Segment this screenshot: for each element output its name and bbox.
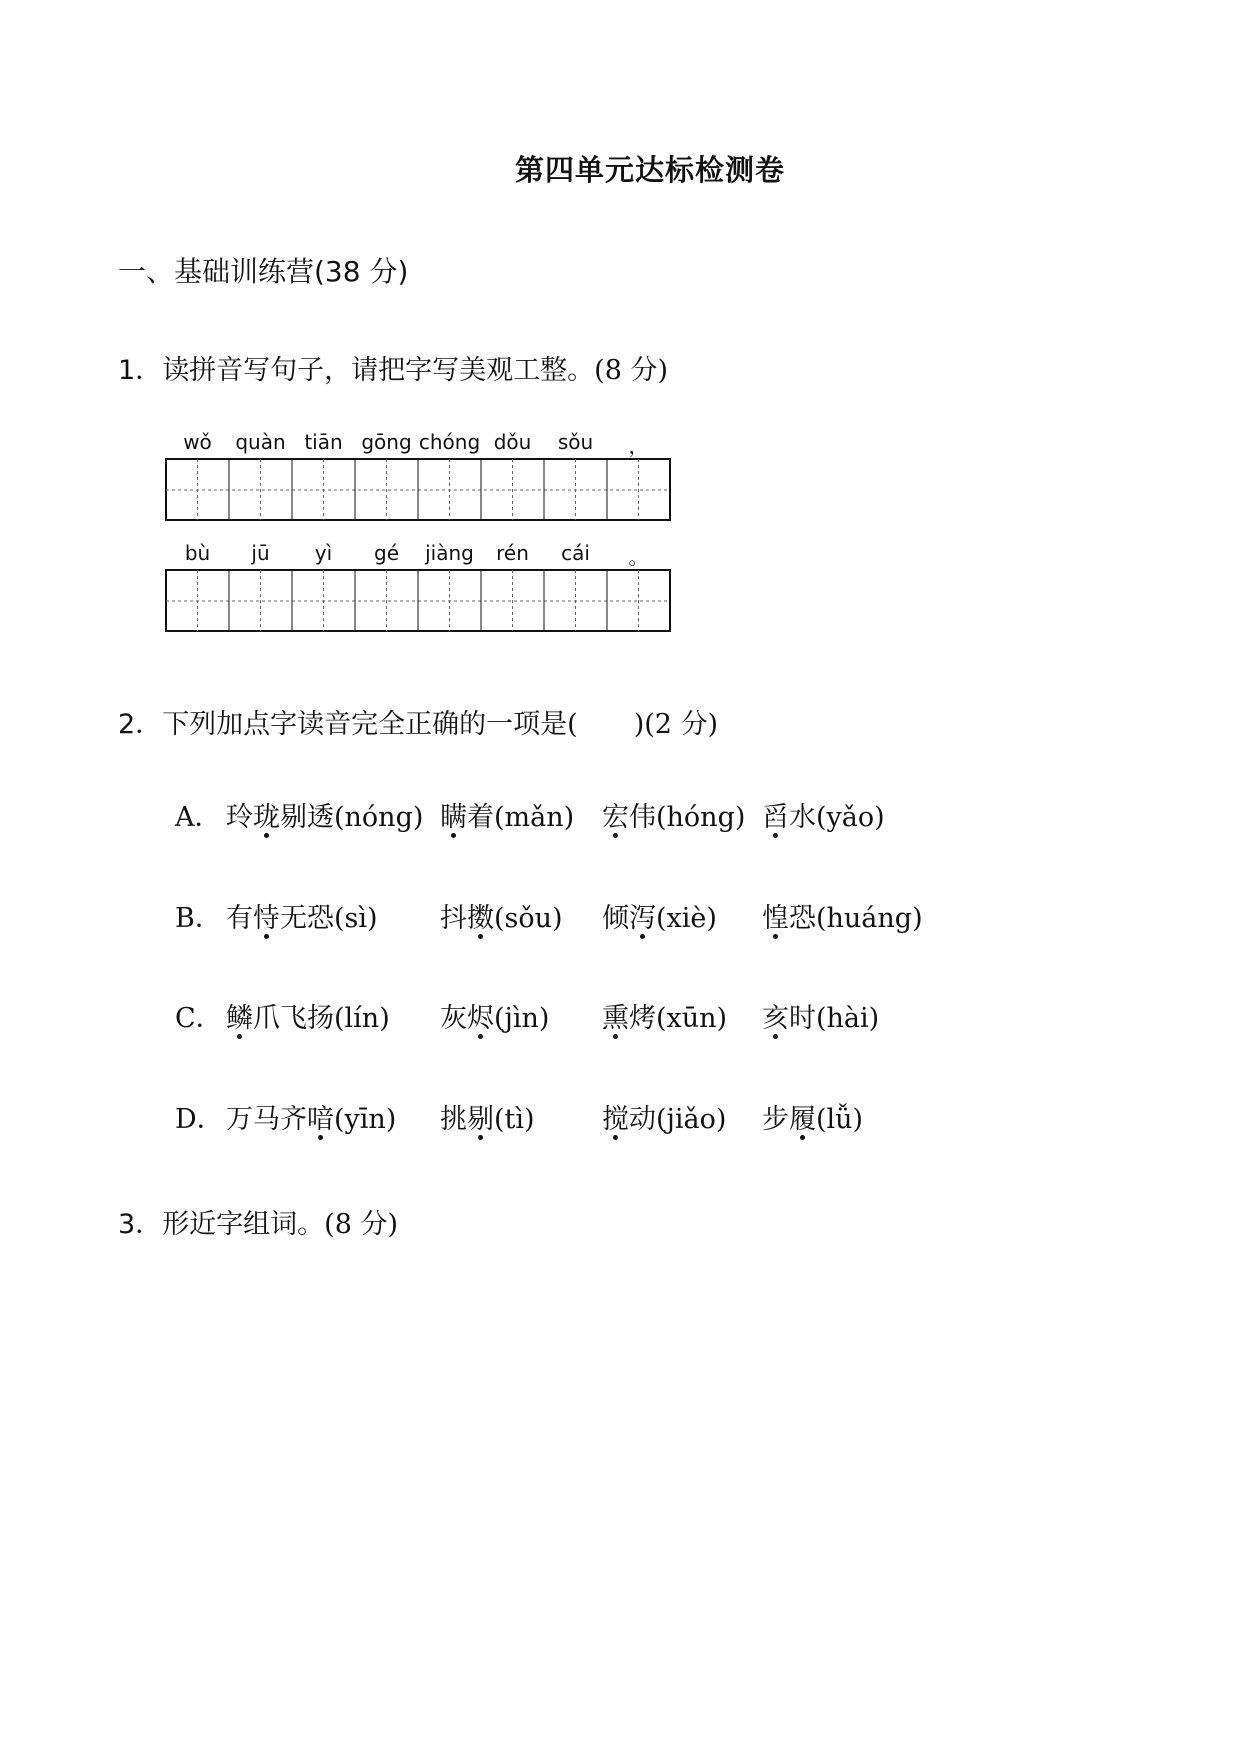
question-2-score: )(2 分) <box>633 709 719 740</box>
question-2 <box>118 702 718 741</box>
pinyin-syllable: sǒu <box>557 430 594 454</box>
emphasis-dot <box>613 1135 618 1140</box>
question-2-text: 下列加点字读音完全正确的一项是( <box>162 709 578 740</box>
option-word: 抖擞(sǒu) <box>440 903 563 934</box>
question-3 <box>118 1202 398 1241</box>
option-word: 玲珑剔透(nóng) <box>226 802 424 833</box>
option-word: 倾泻(xiè) <box>602 903 717 934</box>
pinyin-syllable: rén <box>496 541 529 565</box>
emphasis-dot <box>800 1135 805 1140</box>
option-word: 惶恐(huáng) <box>762 903 923 934</box>
page-title: 第四单元达标检测卷 <box>514 153 785 187</box>
writing-grid-1[interactable] <box>165 458 671 521</box>
emphasis-dot <box>237 1034 242 1039</box>
option-label[interactable]: D． <box>175 1104 224 1135</box>
option-word: 万马齐喑(yīn) <box>226 1104 397 1135</box>
option-label[interactable]: C． <box>175 1003 223 1034</box>
emphasis-dot <box>478 934 483 939</box>
question-1-text: 读拼音写句子，请把字写美观工整。(8 分) <box>162 355 669 386</box>
pinyin-syllable: bù <box>184 541 211 565</box>
emphasis-dot <box>478 1034 483 1039</box>
pinyin-syllable: gōng <box>361 430 412 454</box>
pinyin-syllable: yì <box>314 541 333 565</box>
option-label[interactable]: A． <box>175 802 222 833</box>
emphasis-dot <box>451 833 456 838</box>
option-word: 步履(lǚ) <box>762 1104 864 1135</box>
question-3-number: 3． <box>118 1209 163 1240</box>
option-word: 灰烬(jìn) <box>440 1003 550 1034</box>
emphasis-dot <box>264 833 269 838</box>
question-1 <box>118 348 668 387</box>
emphasis-dot <box>773 934 778 939</box>
option-word: 搅动(jiǎo) <box>602 1104 727 1135</box>
pinyin-syllable: jiàng <box>425 541 474 565</box>
option-word: 瞒着(mǎn) <box>440 802 575 833</box>
pinyin-syllable: jū <box>251 541 270 565</box>
pinyin-syllable: 。 <box>628 545 649 569</box>
emphasis-dot <box>773 833 778 838</box>
option-word: 宏伟(hóng) <box>602 802 746 833</box>
pinyin-syllable: chóng <box>418 430 481 454</box>
writing-grid-2[interactable] <box>165 569 671 632</box>
option-word: 熏烤(xūn) <box>602 1003 728 1034</box>
pinyin-syllable: ， <box>628 434 649 458</box>
option-word: 有恃无恐(sì) <box>226 903 378 934</box>
option-word: 亥时(hài) <box>762 1003 880 1034</box>
emphasis-dot <box>640 934 645 939</box>
pinyin-syllable: cái <box>561 541 590 565</box>
pinyin-syllable: tiān <box>304 430 343 454</box>
emphasis-dot <box>613 1034 618 1039</box>
pinyin-syllable: wǒ <box>183 430 212 454</box>
emphasis-dot <box>478 1135 483 1140</box>
option-word: 舀水(yǎo) <box>762 802 885 833</box>
pinyin-syllable: gé <box>374 541 399 565</box>
emphasis-dot <box>318 1135 323 1140</box>
emphasis-dot <box>613 833 618 838</box>
question-3-text: 形近字组词。(8 分) <box>162 1209 399 1240</box>
question-1-number: 1． <box>118 355 163 386</box>
pinyin-syllable: dǒu <box>493 430 532 454</box>
option-word: 鳞爪飞扬(lín) <box>226 1003 390 1034</box>
option-label[interactable]: B． <box>175 903 222 934</box>
question-2-number: 2． <box>118 709 163 740</box>
section-heading-basic-training: 一、基础训练营(38 分) <box>118 255 409 288</box>
option-word: 挑剔(tì) <box>440 1104 535 1135</box>
emphasis-dot <box>264 934 269 939</box>
emphasis-dot <box>773 1034 778 1039</box>
pinyin-syllable: quàn <box>235 430 286 454</box>
